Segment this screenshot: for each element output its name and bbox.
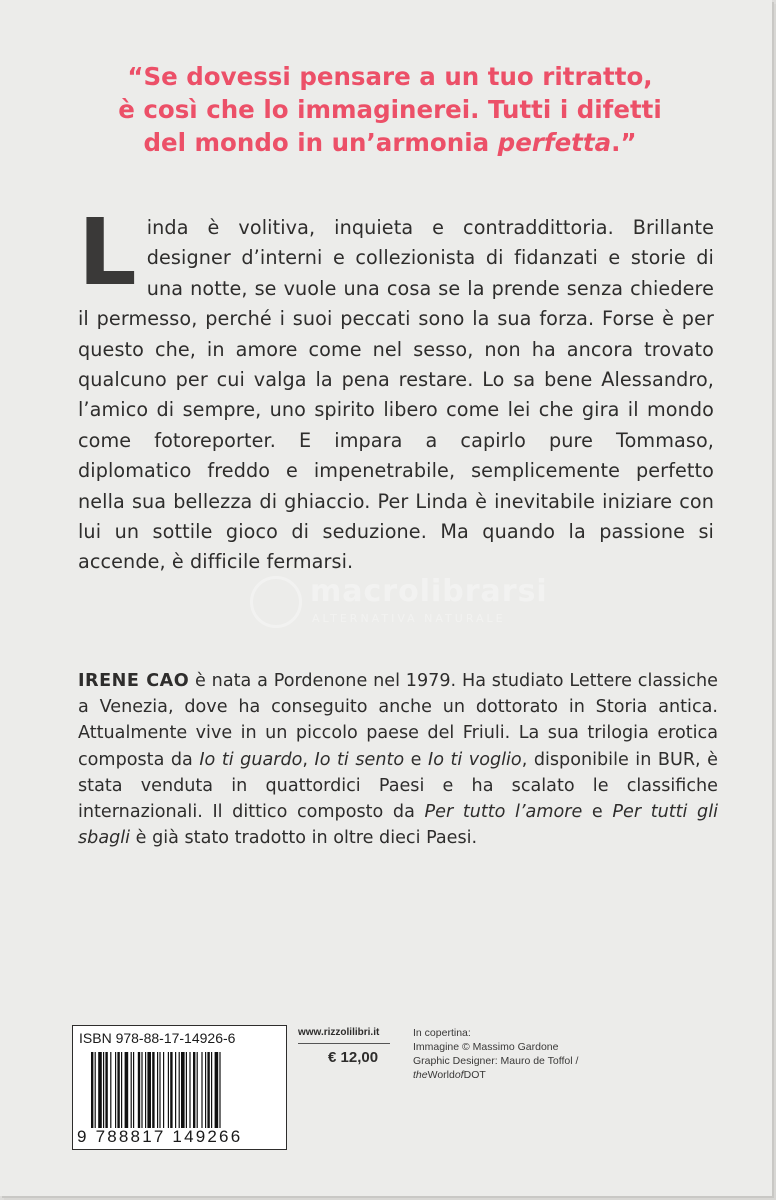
pull-quote <box>40 60 740 159</box>
bio-text-3: e <box>404 749 429 770</box>
cover-credits <box>413 1026 613 1082</box>
quote-emphasis: perfetta <box>497 128 612 157</box>
synopsis-text: inda è volitiva, inquieta e contraddittoria. Brillante designer d’interni e collezionista di fidanzati e storie di una notte, se vuole una cosa se la prende senza chiedere il permesso, perché i suoi peccati sono la sua forza. Forse è per questo che, in amore come nel sesso, non ha ancora trovato qualcuno per cui valga la pena restare. Lo sa bene Alessandro, l’amico di sempre, uno spirito libero come lei che gira il mondo come fotoreporter. E impara a capirlo pure Tommaso, diplomatico freddo e impenetrabile, semplicemente perfetto nella sua bellezza di ghiaccio. Per Linda è inevitabile iniziare con lui un sottile gioco di seduzione. Ma quando la passione si accende, è difficile fermarsi. <box>78 216 714 574</box>
book-title-5: Per tutti gli sbagli <box>78 802 719 849</box>
book-title-2: Io ti sento <box>314 749 405 770</box>
book-title-3: Io ti voglio <box>428 749 522 770</box>
watermark-logo-icon <box>250 576 302 628</box>
bio-text-5: e <box>582 802 613 823</box>
bio-text-2: , <box>302 749 315 770</box>
bio-text-4: , disponibile in BUR, è stata venduta in quattordici Paesi e ha scalato le classifiche internazionali. Il dittico composto da <box>78 749 718 823</box>
synopsis <box>78 199 714 578</box>
quote-line-3b: .” <box>611 128 637 157</box>
quote-line-2: è così che lo immaginerei. Tutti i difetti <box>118 95 662 124</box>
book-title-4: Per tutto l’amore <box>424 802 583 823</box>
bio-text-1: è nata a Pordenone nel 1979. Ha studiato Lettere classiche a Venezia, dove ha conseguito anche un dottorato in Storia antica. Attualmente vive in un piccolo paese del Friuli. La sua trilogia erotica composta da <box>78 671 718 770</box>
author-name: IRENE CAO <box>78 671 190 691</box>
isbn-number: ISBN 978-88-17-14926-6 <box>79 1030 236 1046</box>
quote-line-3a: del mondo in un’armonia <box>143 128 498 157</box>
watermark <box>250 572 550 632</box>
watermark-tagline: ALTERNATIVA NATURALE <box>312 612 506 625</box>
ean-digits: 9 788817 149266 <box>77 1127 243 1146</box>
credit-line-4: theWorldofDOT <box>413 1069 486 1081</box>
book-title-1: Io ti guardo <box>199 749 303 770</box>
publisher-website[interactable]: www.rizzolilibri.it <box>298 1027 380 1038</box>
bio-text-6: è già stato tradotto in oltre dieci Paesi. <box>130 828 478 849</box>
credit-line-3: Graphic Designer: Mauro de Toffol / <box>413 1055 579 1067</box>
credit-line-2: Immagine © Massimo Gardone <box>413 1041 559 1053</box>
drop-cap: L <box>78 199 137 306</box>
credit-line-1: In copertina: <box>413 1027 471 1039</box>
watermark-logo-text: macrolibrarsi <box>310 574 548 609</box>
price: € 12,00 <box>328 1049 379 1066</box>
quote-line-1: “Se dovessi pensare a un tuo ritratto, <box>127 62 653 91</box>
author-bio <box>78 668 718 851</box>
barcode-icon <box>91 1052 279 1128</box>
barcode-panel <box>72 1025 287 1150</box>
price-divider <box>298 1043 390 1044</box>
